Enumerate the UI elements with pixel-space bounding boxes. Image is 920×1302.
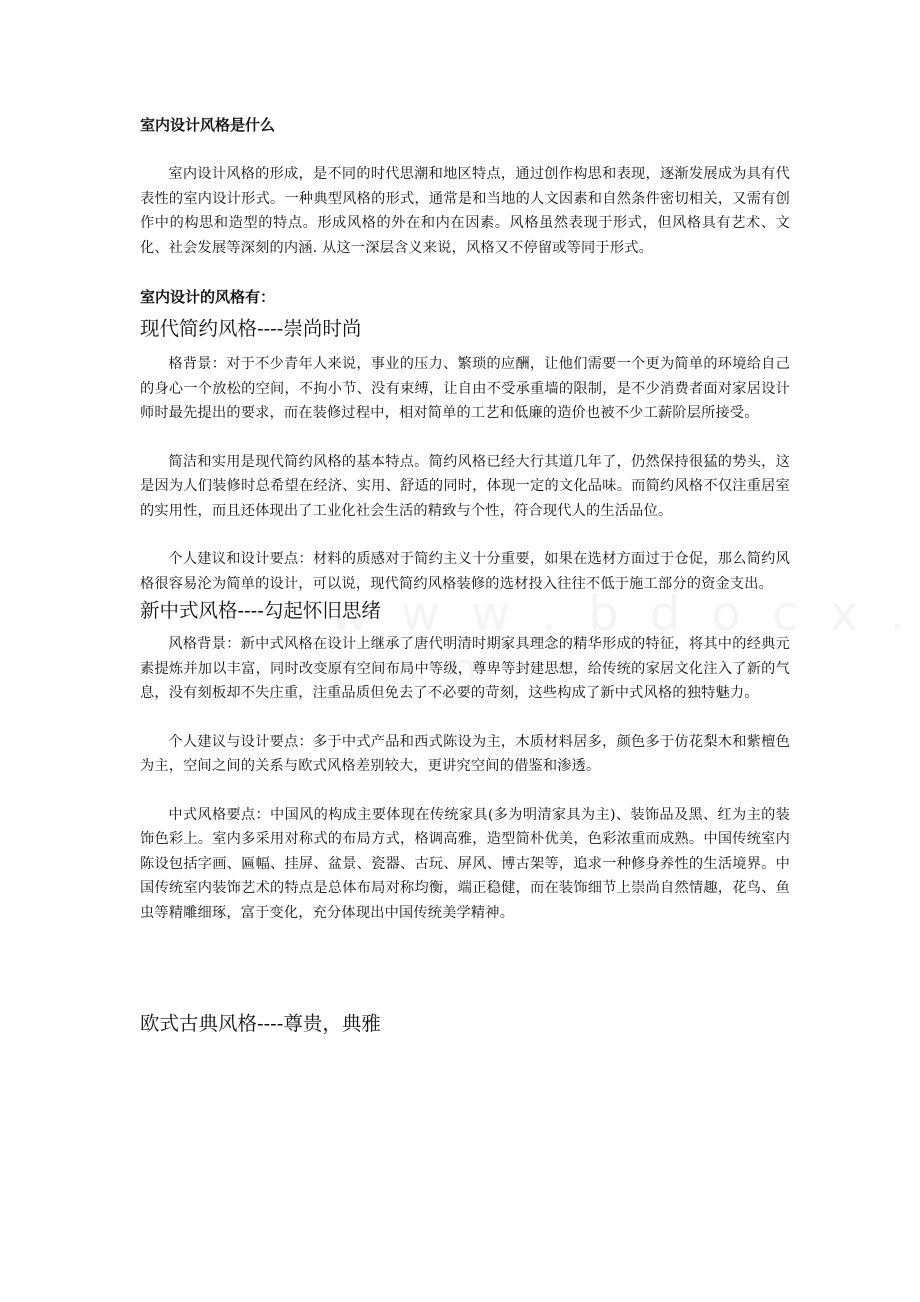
section-modern-minimalist [140,314,790,596]
document-page [140,112,790,1039]
section-heading: 欧式古典风格----尊贵，典雅 [140,1012,381,1035]
section-paragraph: 个人建议与设计要点：多于中式产品和西式陈设为主，木质材料居多，颜色多于仿花梨木和紫檀色为主，空间之间的关系与欧式风格差别较大，更讲究空间的借鉴和渗透。 [140,733,790,774]
section-european-classical [140,1009,790,1039]
style-list-heading: 室内设计的风格有： [140,288,276,306]
document-title: 室内设计风格是什么 [140,116,276,134]
section-heading: 现代简约风格----崇尚时尚 [140,317,362,340]
section-paragraph: 简洁和实用是现代简约风格的基本特点。简约风格已经大行其道几年了，仍然保持很猛的势头，这是因为人们装修时总希望在经济、实用、舒适的同时，体现一定的文化品味。而简约风格不仅注重居室的实用性，而且还体现出了工业化社会生活的精致与个性，符合现代人的生活品位。 [140,453,790,519]
section-paragraph: 风格背景：新中式风格在设计上继承了唐代明清时期家具理念的精华形成的特征，将其中的经典元素提炼并加以丰富，同时改变原有空间布局中等级，尊卑等封建思想，给传统的家居文化注入了新的气息，没有刻板却不失庄重，注重品质但免去了不必要的苛刻，这些构成了新中式风格的独特魅力。 [140,636,790,701]
section-paragraph: 个人建议和设计要点：材料的质感对于简约主义十分重要，如果在选材方面过于仓促，那么简约风格很容易沦为简单的设计，可以说，现代简约风格装修的选材投入往往不低于施工部分的资金支出。 [140,551,790,592]
section-heading: 新中式风格----勾起怀旧思绪 [140,599,381,622]
intro-paragraph: 室内设计风格的形成，是不同的时代思潮和地区特点，通过创作构思和表现，逐渐发展成为具有代表性的室内设计形式。一种典型风格的形式，通常是和当地的人文因素和自然条件密切相关，又需有创作中的构思和造型的特点。形成风格的外在和内在因素。风格虽然表现于形式，但风格具有艺术、文化、社会发展等深刻的内涵. 从这一深层含义来说，风格又不停留或等同于形式。 [140,166,790,256]
section-paragraph: 中式风格要点：中国风的构成主要体现在传统家具(多为明清家具为主)、装饰品及黑、红为主的装饰色彩上。室内多采用对称式的布局方式，格调高雅，造型简朴优美，色彩浓重而成熟。中国传统室内陈设包括字画、匾幅、挂屏、盆景、瓷器、古玩、屏风、博古架等，追求一种修身养性的生活境界。中国传统室内装饰艺术的特点是总体布局对称均衡，端正稳健，而在装饰细节上崇尚自然情趣，花鸟、鱼虫等精雕细琢，富于变化，充分体现出中国传统美学精神。 [140,806,790,921]
section-new-chinese [140,596,790,925]
section-paragraph: 格背景：对于不少青年人来说，事业的压力、繁琐的应酬，让他们需要一个更为简单的环境给自己的身心一个放松的空间，不拘小节、没有束缚，让自由不受承重墙的限制，是不少消费者面对家居设计师时最先提出的要求，而在装修过程中，相对简单的工艺和低廉的造价也被不少工薪阶层所接受。 [140,356,790,421]
